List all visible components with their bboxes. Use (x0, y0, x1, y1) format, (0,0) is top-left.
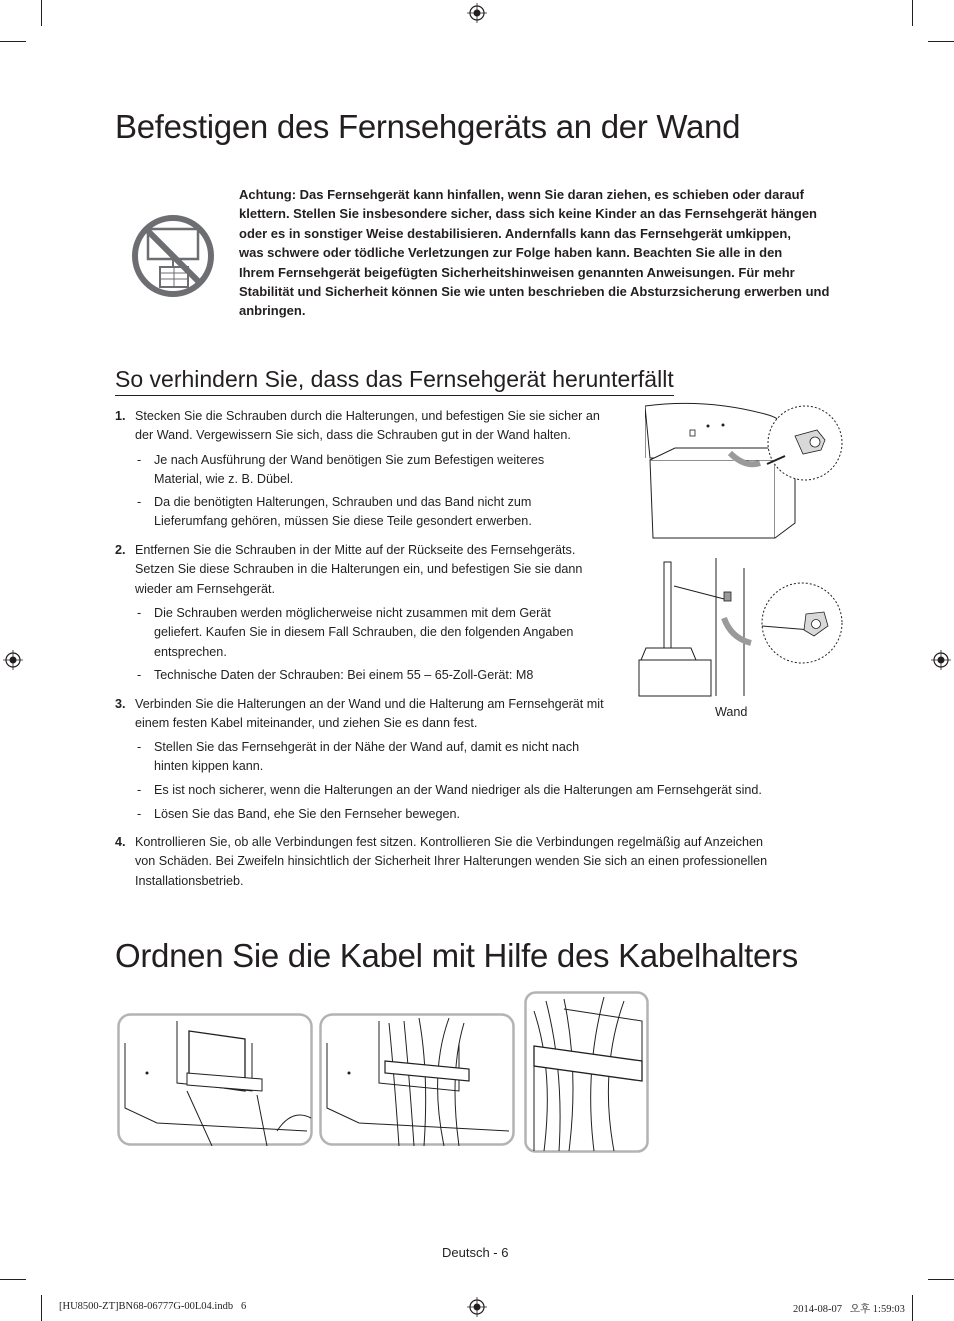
step-number: 4. (115, 835, 126, 849)
crop-mark (0, 41, 26, 42)
step-number: 3. (115, 697, 126, 711)
registration-mark-icon (3, 650, 23, 670)
sub-item-text: Technische Daten der Schrauben: Bei einem 55 – 65-Zoll-Gerät: M8 (154, 668, 534, 682)
registration-mark-icon (931, 650, 951, 670)
page-title: Befestigen des Fernsehgeräts an der Wand (115, 108, 741, 145)
wall-label: Wand (715, 705, 748, 719)
step-text: Entfernen Sie die Schrauben in der Mitte auf der Rückseite des Fernsehgeräts. Setzen Sie diese Schrauben in die Halterungen ein, und befestigen Sie sie dann wieder am Fernsehgerät. (135, 543, 583, 596)
registration-mark-icon (467, 3, 487, 23)
section-title-cables: Ordnen Sie die Kabel mit Hilfe des Kabelhalters (115, 937, 798, 974)
step-number: 2. (115, 543, 126, 557)
no-climbing-warning-icon (128, 211, 218, 301)
registration-mark-icon (467, 1297, 487, 1317)
crop-mark (0, 1279, 26, 1280)
crop-mark (928, 41, 954, 42)
step-text: Stecken Sie die Schrauben durch die Halterungen, und befestigen Sie sie sicher an der Wand. Vergewissern Sie sich, dass die Schrauben gut in der Wand halten. (135, 409, 600, 443)
sub-item-text: Stellen Sie das Fernsehgerät in der Nähe der Wand auf, damit es nicht nach hinten kippen kann. (154, 740, 580, 774)
crop-mark (912, 1295, 913, 1321)
print-slug-left: [HU8500-ZT]BN68-06777G-00L04.indb 6 (59, 1301, 247, 1312)
cable-holder-illustration-1 (117, 1013, 313, 1146)
print-slug-right: 2014-08-07 오후 1:59:03 (793, 1304, 905, 1315)
cable-holder-illustration-3 (524, 991, 650, 1154)
sub-item-text: Da die benötigten Halterungen, Schrauben und das Band nicht zum Lieferumfang gehören, müssen Sie diese Teile gesondert erwerben. (154, 495, 532, 529)
crop-mark (41, 0, 42, 26)
tv-wall-cable-illustration (636, 558, 844, 698)
sub-item-text: Die Schrauben werden möglicherweise nicht zusammen mit dem Gerät geliefert. Kaufen Sie in diesem Fall Schrauben, die den folgenden Angaben entsprechen. (154, 606, 574, 659)
step-number: 1. (115, 409, 126, 423)
section-title: So verhindern Sie, dass das Fernsehgerät herunterfällt (115, 366, 674, 396)
warning-text: Achtung: Das Fernsehgerät kann hinfallen, wenn Sie daran ziehen, es schieben oder darauf klettern. Stellen Sie insbesondere sicher, dass sich keine Kinder an das Fernsehgerät hängen oder es in sonstiger Weise destabilisieren. Andernfalls kann das Fernsehgerät umkippen, was schwere oder tödliche Verletzungen zur Folge haben kann. Beachten Sie alle in den Ihrem Fernsehgerät beigefügten Sicherheitshinweisen genannten Anweisungen. Für mehr Stabilität und Sicherheit können Sie wie unten beschrieben die Absturzsicherung erwerben und anbringen. (239, 187, 830, 319)
crop-mark (41, 1295, 42, 1321)
tv-stand-bracket-illustration (645, 398, 850, 543)
crop-mark (912, 0, 913, 26)
step-text: Verbinden Sie die Halterungen an der Wand und die Halterung am Fernsehgerät mit einem festen Kabel miteinander, und ziehen Sie es dann fest. (135, 697, 604, 731)
sub-item-text: Es ist noch sicherer, wenn die Halterungen an der Wand niedriger als die Halterungen am Fernsehgerät sind. (154, 783, 762, 797)
sub-item-text: Lösen Sie das Band, ehe Sie den Fernseher bewegen. (154, 807, 460, 821)
page-number: Deutsch - 6 (442, 1245, 509, 1260)
sub-item-text: Je nach Ausführung der Wand benötigen Sie zum Befestigen weiteres Material, wie z. B. Dübel. (154, 453, 545, 487)
cable-holder-illustration-2 (319, 1013, 515, 1146)
step-text: Kontrollieren Sie, ob alle Verbindungen fest sitzen. Kontrollieren Sie die Verbindungen regelmäßig auf Anzeichen von Schäden. Bei Zweifeln hinsichtlich der Sicherheit Ihrer Halterungen wenden Sie sich an einen professionellen Installationsbetrieb. (135, 835, 768, 888)
crop-mark (928, 1279, 954, 1280)
